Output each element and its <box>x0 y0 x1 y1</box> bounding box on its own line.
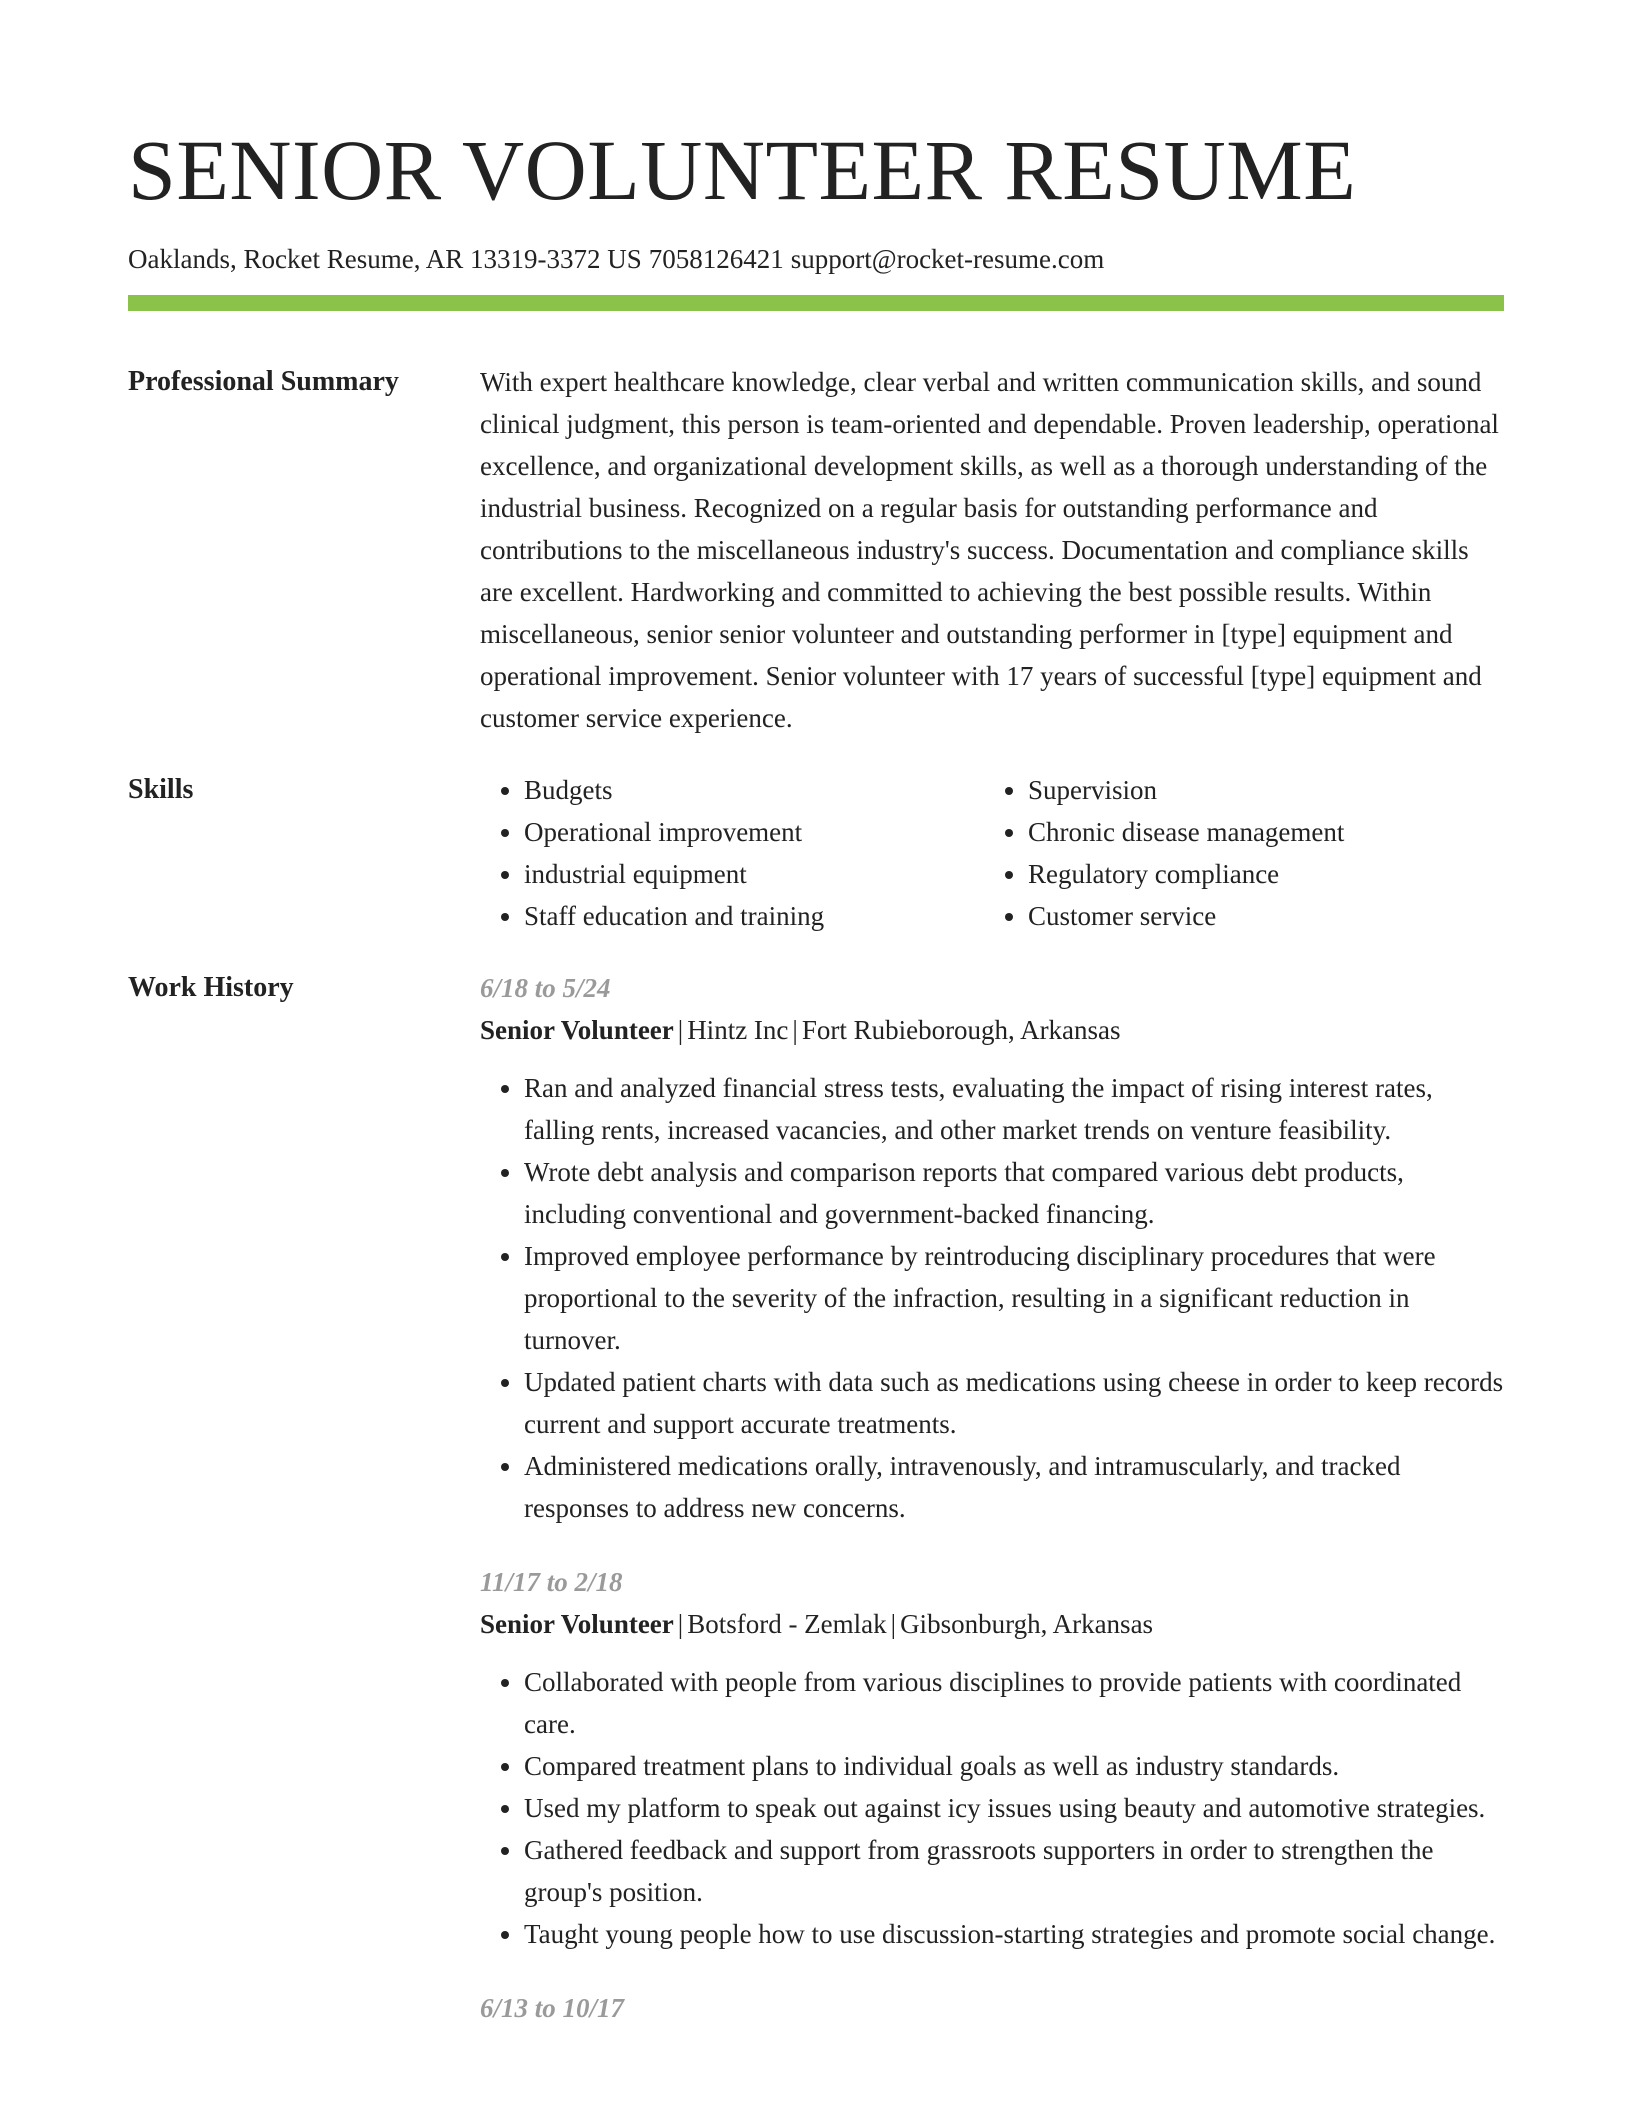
skill-item: • Chronic disease management <box>1028 811 1504 853</box>
job-title: Senior Volunteer <box>480 1609 674 1639</box>
job-company: Hintz Inc <box>687 1015 789 1045</box>
job-bullet: • Collaborated with people from various disciplines to provide patients with coordinated care. <box>524 1661 1504 1745</box>
skills-list-right <box>984 769 1504 937</box>
work-history-section <box>128 967 1504 2061</box>
job-bullet: • Compared treatment plans to individual goals as well as industry standards. <box>524 1745 1504 1787</box>
job-bullet: • Improved employee performance by reintroducing disciplinary procedures that were proportional to the severity of the infraction, resulting in a significant reduction in turnover. <box>524 1235 1504 1361</box>
skill-item: • Budgets <box>524 769 984 811</box>
contact-address: Oaklands, Rocket Resume, AR 13319-3372 US <box>128 244 642 274</box>
job-entry <box>480 1987 1504 2029</box>
job-bullet: • Gathered feedback and support from grassroots supporters in order to strengthen the group's position. <box>524 1829 1504 1913</box>
job-bullets <box>480 1067 1504 1529</box>
job-dates: 6/18 to 5/24 <box>480 973 611 1003</box>
job-location: Fort Rubieborough, Arkansas <box>801 1015 1121 1045</box>
section-title-summary: Professional Summary <box>128 366 399 397</box>
skill-item: • Regulatory compliance <box>1028 853 1504 895</box>
accent-divider <box>128 295 1504 311</box>
job-location: Gibsonburgh, Arkansas <box>900 1609 1154 1639</box>
summary-section <box>128 361 1504 739</box>
job-dates: 6/13 to 10/17 <box>480 1993 625 2023</box>
summary-text: With expert healthcare knowledge, clear verbal and written communication skills, and sound clinical judgment, this person is team-oriented and dependable. Proven leadership, operational excellence, and organizational development skills, as well as a thorough understanding of the industrial business. Recognized on a regular basis for outstanding performance and contributions to the miscellaneous industry's success. Documentation and compliance skills are excellent. Hardworking and committed to achieving the best possible results. Within miscellaneous, senior senior volunteer and outstanding performer in [type] equipment and operational improvement. Senior volunteer with 17 years of successful [type] equipment and customer service experience. <box>480 367 1499 733</box>
job-company: Botsford - Zemlak <box>687 1609 887 1639</box>
job-bullet: • Updated patient charts with data such as medications using cheese in order to keep records current and support accurate treatments. <box>524 1361 1504 1445</box>
section-title-work: Work History <box>128 972 294 1003</box>
job-bullet: • Taught young people how to use discussion-starting strategies and promote social change. <box>524 1913 1504 1955</box>
job-entry <box>480 967 1504 1529</box>
job-heading: Senior Volunteer | Hintz Inc | Fort Rubieborough, Arkansas <box>480 1015 1121 1045</box>
job-title: Senior Volunteer <box>480 1015 674 1045</box>
contact-phone: 7058126421 <box>648 244 784 274</box>
skill-item: • industrial equipment <box>524 853 984 895</box>
contact-line <box>128 242 1504 276</box>
skill-item: • Customer service <box>1028 895 1504 937</box>
skills-list-left <box>480 769 984 937</box>
skill-item: • Supervision <box>1028 769 1504 811</box>
resume-title: SENIOR VOLUNTEER RESUME <box>128 122 1357 218</box>
job-bullet: • Administered medications orally, intravenously, and intramuscularly, and tracked responses to address new concerns. <box>524 1445 1504 1529</box>
skill-item: • Operational improvement <box>524 811 984 853</box>
job-dates: 11/17 to 2/18 <box>480 1567 623 1597</box>
section-title-skills: Skills <box>128 774 194 805</box>
skill-item: • Staff education and training <box>524 895 984 937</box>
job-entry <box>480 1561 1504 1955</box>
resume-page <box>128 118 1504 2061</box>
contact-email: support@rocket-resume.com <box>790 244 1105 274</box>
job-heading: Senior Volunteer | Botsford - Zemlak | Gibsonburgh, Arkansas <box>480 1609 1154 1639</box>
job-bullets <box>480 1661 1504 1955</box>
job-bullet: • Ran and analyzed financial stress tests, evaluating the impact of rising interest rates, falling rents, increased vacancies, and other market trends on venture feasibility. <box>524 1067 1504 1151</box>
skills-section <box>128 769 1504 937</box>
job-bullet: • Used my platform to speak out against icy issues using beauty and automotive strategies. <box>524 1787 1504 1829</box>
job-bullet: • Wrote debt analysis and comparison reports that compared various debt products, including conventional and government-backed financing. <box>524 1151 1504 1235</box>
